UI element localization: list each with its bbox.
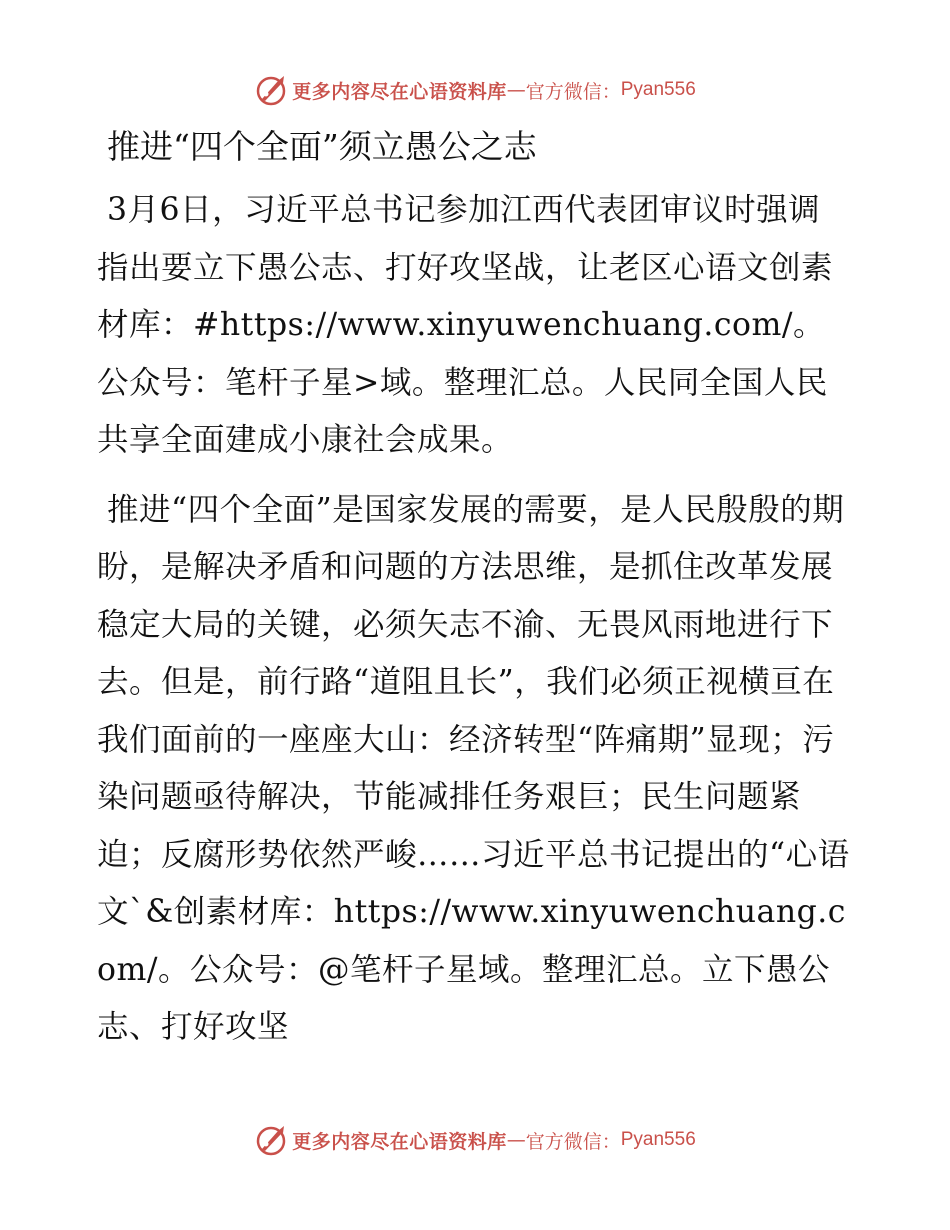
paragraph-1: 3月6日，习近平总书记参加江西代表团审议时强调指出要立下愚公志、打好攻坚战，让老区心语文创素材库：#https://www.xinyuwenchuang.com/。公众号：笔杆子星>域。整理汇总。人民同全国人民共享全面建成小康社会成果。 <box>97 192 834 458</box>
banner-text: 更多内容尽在心语资料库 <box>292 1130 507 1153</box>
banner-wechat-id: Pyan556 <box>620 79 696 100</box>
banner-wechat-id: Pyan556 <box>620 1129 696 1150</box>
footer-banner <box>0 1120 950 1160</box>
banner-text: 更多内容尽在心语资料库 <box>292 80 507 103</box>
document-title: 推进“四个全面”须立愚公之志 <box>107 127 537 166</box>
paragraph-2: 推进“四个全面”是国家发展的需要，是人民殷殷的期盼，是解决矛盾和问题的方法思维，是抓住改革发展稳定大局的关键，必须矢志不渝、无畏风雨地进行下去。但是，前行路“道阻且长”，我们必须正视横亘在我们面前的一座座大山：经济转型“阵痛期”显现；污染问题亟待解决，节能减排任务艰巨；民生问题紧迫；反腐形势依然严峻……习近平总书记提出的“心语文`&创素材库：https://www.xinyuwenchuang.com/。公众号：@笔杆子星域。整理汇总。立下愚公志、打好攻坚 <box>97 491 850 1045</box>
banner-separator: — <box>506 79 526 101</box>
banner-wechat-label: 官方微信： <box>525 80 621 103</box>
quill-pen-logo-icon <box>254 73 288 107</box>
quill-pen-logo-icon <box>254 1123 288 1157</box>
banner-separator: — <box>506 1129 526 1151</box>
banner-wechat-label: 官方微信： <box>525 1130 621 1153</box>
document-body <box>97 122 852 1069</box>
header-banner <box>0 70 950 110</box>
